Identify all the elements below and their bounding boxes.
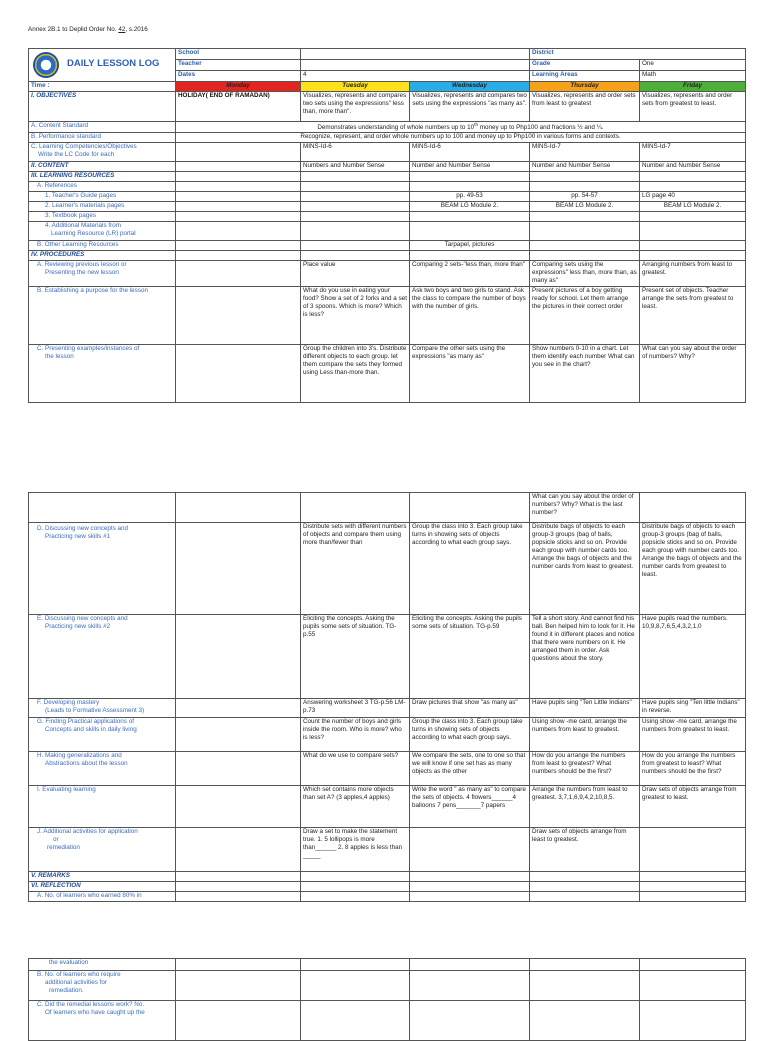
proc-h-wednesday: We compare the sets, one to one so that we will know if one set has as many objects as the other bbox=[410, 752, 530, 786]
competencies-thursday: MINS-Id-7 bbox=[530, 143, 640, 162]
content-tuesday: Numbers and Number Sense bbox=[301, 162, 410, 172]
objectives-wednesday: Visualizes, represents and compares two sets using the expressions "as many as". bbox=[410, 92, 530, 122]
learning-areas-value[interactable]: Math bbox=[640, 71, 746, 82]
time-label: Time : bbox=[29, 82, 176, 92]
proc-c-thursday: Show numbers 0-10 in a chart. Let them identify each number What can you see in the chart? bbox=[530, 345, 640, 403]
lm-friday: BEAM LG Module 2. bbox=[640, 202, 746, 212]
proc-e-label: E. Discussing new concepts and Practicing new skills #2 bbox=[29, 615, 176, 699]
dates-value[interactable]: 4 bbox=[301, 71, 530, 82]
proc-j-thursday: Draw sets of objects arrange from least to greatest. bbox=[530, 828, 640, 872]
tg-wednesday: pp. 49-53 bbox=[410, 192, 530, 202]
objectives-label: I. OBJECTIVES bbox=[29, 92, 176, 122]
proc-f-wednesday: Draw pictures that show "as many as" bbox=[410, 699, 530, 718]
proc-g-friday: Using show -me card, arrange the numbers from greatest to least. bbox=[640, 718, 746, 752]
teachers-guide-label: 1. Teacher's Guide pages bbox=[29, 192, 176, 202]
proc-h-friday: How do you arrange the numbers from greatest to least? What numbers should be the first? bbox=[640, 752, 746, 786]
day-header-friday: Friday bbox=[640, 82, 746, 92]
proc-b-label: B. Establishing a purpose for the lesson bbox=[29, 287, 176, 345]
school-value[interactable] bbox=[301, 49, 530, 60]
proc-c-friday: What can you say about the order of numbers? Why? bbox=[640, 345, 746, 403]
proc-d-tuesday: Distribute sets with different numbers of objects and compare them using more than/fewer than bbox=[301, 523, 410, 615]
proc-h-label: H. Making generalizations and Abstractions about the lesson bbox=[29, 752, 176, 786]
competencies-wednesday: MINS-Id-6 bbox=[410, 143, 530, 162]
competencies-monday bbox=[176, 143, 301, 162]
proc-i-wednesday: Write the word " as many as" to compare the sets of objects. 4 flowers______4 balloons 7 pens_______7 papers bbox=[410, 786, 530, 828]
grade-value[interactable]: One bbox=[640, 60, 746, 71]
proc-a-friday: Arranging numbers from least to greatest. bbox=[640, 261, 746, 287]
references-label: A. References bbox=[29, 182, 176, 192]
proc-i-label: I. Evaluating learning bbox=[29, 786, 176, 828]
objectives-tuesday: Visualizes, represents and compares two sets using the expressions" less than, more than". bbox=[301, 92, 410, 122]
objectives-friday: Visualizes, represents and order sets from greatest to least. bbox=[640, 92, 746, 122]
objectives-monday: HOLIDAY( END OF RAMADAN) bbox=[176, 92, 301, 122]
proc-g-label: G. Finding Practical applications of Concepts and skills in daily living bbox=[29, 718, 176, 752]
dates-label: Dates bbox=[176, 71, 301, 82]
teacher-label: Teacher bbox=[176, 60, 301, 71]
content-friday: Number and Number Sense bbox=[640, 162, 746, 172]
objectives-thursday: Visualizes, represents and order sets from least to greatest bbox=[530, 92, 640, 122]
proc-a-label: A. Reviewing previous lesson or Presenting the new lesson bbox=[29, 261, 176, 287]
textbook-label: 3. Textbook pages bbox=[29, 212, 176, 222]
dll-table-page-1 bbox=[28, 48, 746, 403]
school-label: School bbox=[176, 49, 301, 60]
proc-g-thursday: Using show -me card, arrange the numbers from least to greatest. bbox=[530, 718, 640, 752]
content-label: II. CONTENT bbox=[29, 162, 176, 172]
content-thursday: Number and Number Sense bbox=[530, 162, 640, 172]
other-resources-wednesday: Tarpapel, pictures bbox=[410, 241, 530, 251]
proc-e-friday: Have pupils read the numbers. 10,9,8,7,6,5,4,3,2,1,0 bbox=[640, 615, 746, 699]
performance-standard-value: Recognize, represent, and order whole numbers up to 100 and money up to Php100 in various forms and contexts. bbox=[176, 133, 746, 143]
day-header-monday: Monday bbox=[176, 82, 301, 92]
district-label: District bbox=[530, 49, 746, 60]
proc-f-label: F. Developing mastery (Leads to Formative Assessment 3) bbox=[29, 699, 176, 718]
content-standard-value: Demonstrates understanding of whole numbers up to 10th money up to Php100 and fractions ½ and ¼. bbox=[176, 122, 746, 133]
reflection-label: VI. REFLECTION bbox=[29, 882, 176, 892]
day-header-thursday: Thursday bbox=[530, 82, 640, 92]
header-logo-cell bbox=[29, 49, 176, 82]
reflection-c-label: C. Did the remedial lessons work? No. Of learners who have caught up the bbox=[29, 1001, 176, 1041]
proc-e-wednesday: Eliciting the concepts. Asking the pupils some sets of situation. TG-p.59 bbox=[410, 615, 530, 699]
proc-e-thursday: Tell a short story. And cannot find his ball. Ben helped him to look for it. He found it in different places and notice that there were numbers on it. He arranged them in order. Ask questions about the story. bbox=[530, 615, 640, 699]
lm-thursday: BEAM LG Module 2. bbox=[530, 202, 640, 212]
learning-areas-label: Learning Areas bbox=[530, 71, 640, 82]
annex-note: Annex 2B.1 to Deplid Order No. 42, s.2016 bbox=[28, 26, 148, 33]
proc-i-tuesday: Which set contains more objects than set A? (3 apples,4 apples) bbox=[301, 786, 410, 828]
proc-a-wednesday: Comparing 2 sets-"less than, more than" bbox=[410, 261, 530, 287]
proc-d-label: D. Discussing new concepts and Practicing new skills #1 bbox=[29, 523, 176, 615]
proc-d-friday: Distribute bags of objects to each group-3 groups (bag of balls, popsicle sticks and so on. Provide each group with number cards too. Arrange the bags of objects and the number cards from greatest to least. bbox=[640, 523, 746, 615]
content-monday bbox=[176, 162, 301, 172]
proc-b-wednesday: Ask two boys and two girls to stand. Ask the class to compare the number of boys with the number of girls. bbox=[410, 287, 530, 345]
teacher-value[interactable] bbox=[301, 60, 530, 71]
grade-label: Grade bbox=[530, 60, 640, 71]
performance-standard-label: B. Performance standard bbox=[29, 133, 176, 143]
dll-table-page-2 bbox=[28, 492, 746, 902]
tg-thursday: pp. 54-57 bbox=[530, 192, 640, 202]
content-wednesday: Number and Number Sense bbox=[410, 162, 530, 172]
deped-seal-icon bbox=[33, 52, 59, 78]
competencies-label: C. Learning Competencies/Objectives Write the LC Code for each bbox=[29, 143, 176, 162]
dll-table-page-3 bbox=[28, 958, 746, 1041]
procedures-label: IV. PROCEDURES bbox=[29, 251, 176, 261]
proc-j-label: J. Additional activities for application or remediation bbox=[29, 828, 176, 872]
proc-d-thursday: Distribute bags of objects to each group-3 groups (bag of balls, popsicle sticks and so on. Provide each group with number cards too. Arrange the bags of objects and the number cards from least to greatest. bbox=[530, 523, 640, 615]
proc-g-wednesday: Group the class into 3. Each group take turns in showing sets of objects according to what each group says. bbox=[410, 718, 530, 752]
proc-h-tuesday: What do we use to compare sets? bbox=[301, 752, 410, 786]
proc-h-thursday: How do you arrange the numbers from least to greatest? What numbers should be the first? bbox=[530, 752, 640, 786]
competencies-tuesday: MINS-Id-6 bbox=[301, 143, 410, 162]
proc-g-tuesday: Count the number of boys and girls inside the room. Who is more? who is less? bbox=[301, 718, 410, 752]
other-resources-label: B. Other Learning Resources bbox=[29, 241, 176, 251]
proc-c-label: C. Presenting examples/instances of the lesson bbox=[29, 345, 176, 403]
competencies-friday: MINS-Id-7 bbox=[640, 143, 746, 162]
day-header-wednesday: Wednesday bbox=[410, 82, 530, 92]
proc-b-thursday: Present pictures of a boy getting ready for school. Let them arrange the pictures in their correct order bbox=[530, 287, 640, 345]
proc-a-tuesday: Place value bbox=[301, 261, 410, 287]
proc-b-friday: Present set of objects. Teacher arrange the sets from greatest to least. bbox=[640, 287, 746, 345]
proc-f-friday: Have pupils sing "Ten little Indians" in reverse. bbox=[640, 699, 746, 718]
proc-a-thursday: Comparing sets using the expressions" less than, more than, as many as" bbox=[530, 261, 640, 287]
learners-materials-label: 2. Learner's materials pages bbox=[29, 202, 176, 212]
proc-c-thursday-cont: What can you say about the order of numbers? Why? What is the last number? bbox=[530, 493, 640, 523]
proc-d-wednesday: Group the class into 3. Each group take turns in showing sets of objects according to what each group says. bbox=[410, 523, 530, 615]
proc-e-tuesday: Eliciting the concepts. Asking the pupils some sets of situation. TG-p.55 bbox=[301, 615, 410, 699]
proc-i-friday: Draw sets of objects arrange from greatest to least. bbox=[640, 786, 746, 828]
additional-materials-label: 4. Additional Materials from Learning Resource (LR) portal bbox=[29, 222, 176, 241]
page-title: DAILY LESSON LOG bbox=[67, 58, 160, 69]
day-header-tuesday: Tuesday bbox=[301, 82, 410, 92]
content-standard-label: A. Content Standard bbox=[29, 122, 176, 133]
proc-b-tuesday: What do you use in eating your food? Show a set of 2 forks and a set of 3 spoons. Which is more? Which is less? bbox=[301, 287, 410, 345]
tg-friday: LG page 40 bbox=[640, 192, 746, 202]
proc-f-thursday: Have pupils sing "Ten Little Indians" bbox=[530, 699, 640, 718]
reflection-a-label: A. No. of learners who earned 80% in bbox=[29, 892, 176, 902]
lm-wednesday: BEAM LG Module 2. bbox=[410, 202, 530, 212]
proc-j-tuesday: Draw a set to make the statement true. 1. 5 lollipops is more than______ 2. 8 apples is less than _____ bbox=[301, 828, 410, 872]
proc-c-wednesday: Compare the other sets using the expressions "as many as" bbox=[410, 345, 530, 403]
reflection-a-label-cont: the evaluation bbox=[29, 959, 176, 971]
proc-i-thursday: Arrange the numbers from least to greatest. 3,7,1,6,9,4,2,10,8,5. bbox=[530, 786, 640, 828]
learning-resources-label: III. LEARNING RESOURCES bbox=[29, 172, 176, 182]
proc-c-tuesday: Group the children into 3's. Distribute different objects to each group. let them compare the sets they formed using Less than-more than. bbox=[301, 345, 410, 403]
remarks-label: V. REMARKS bbox=[29, 872, 176, 882]
reflection-b-label: B. No. of learners who require additional activities for remediation. bbox=[29, 971, 176, 1001]
proc-f-tuesday: Answering worksheet 3 TG-p.56 LM-p.73 bbox=[301, 699, 410, 718]
